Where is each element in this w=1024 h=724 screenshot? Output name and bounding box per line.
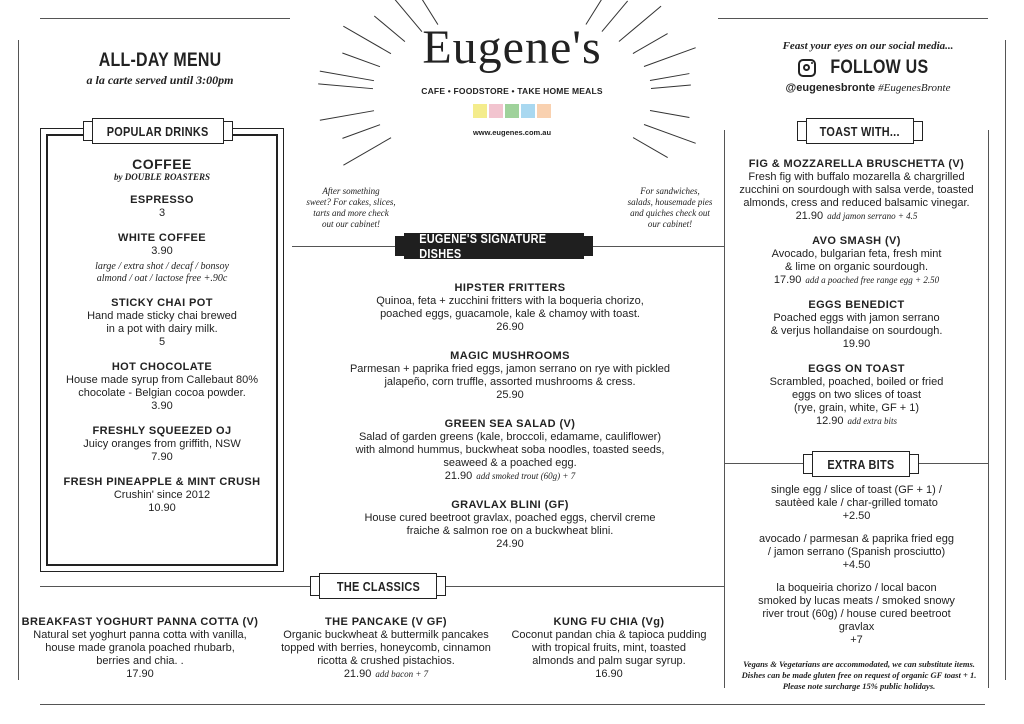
- drink-item: [48, 425, 276, 464]
- toast-banner: TOAST WITH...: [806, 118, 914, 144]
- sunburst-ray: [633, 33, 668, 54]
- drink-desc: Crushin' since 2012: [113, 489, 211, 501]
- footer-line: Vegans & Vegetarians are accommodated, we can substitute items.: [743, 659, 975, 669]
- signature-dish-price-line: [300, 470, 720, 483]
- toast-dish-price-line: [728, 274, 985, 287]
- social-handle[interactable]: @eugenesbronte: [785, 82, 876, 94]
- classic-dish-name: THE PANCAKE (V GF): [325, 616, 447, 628]
- sunburst-ray: [320, 71, 374, 82]
- drink-price: 3: [158, 207, 166, 219]
- sunburst-ray: [633, 137, 668, 158]
- color-swatches: [392, 104, 632, 120]
- extras-list: [728, 484, 985, 657]
- note-line: For sandwiches,: [640, 186, 700, 196]
- toast-dish-desc: Poached eggs with jamon serrano & verjus hollandaise on sourdough.: [770, 312, 943, 337]
- classic-dish-extra: add bacon + 7: [375, 669, 429, 679]
- drinks-list: [48, 156, 276, 527]
- toast-dish-item: [728, 363, 985, 428]
- signature-list: [300, 282, 720, 567]
- classic-dish-price-line: [266, 668, 506, 681]
- extra-bit-price: +4.50: [842, 559, 871, 571]
- footer-line: Please note surcharge 15% public holidays.: [782, 681, 936, 691]
- sandwiches-note: [615, 186, 725, 230]
- all-day-subtitle: a la carte served until 3:00pm: [86, 73, 234, 87]
- toast-list: [728, 158, 985, 440]
- sunburst-ray: [651, 84, 691, 89]
- drink-item: [48, 476, 276, 515]
- classic-dish-item: [266, 616, 506, 681]
- toast-dish-price-line: [728, 338, 985, 351]
- frame-bottom: [40, 704, 985, 705]
- note-line: out our cabinet!: [322, 219, 380, 229]
- drink-price: 5: [158, 336, 166, 348]
- note-line: sweet? For cakes, slices,: [306, 197, 396, 207]
- logo: [392, 20, 632, 137]
- signature-dish-extra: add smoked trout (60g) + 7: [476, 471, 576, 481]
- option-line-1: large / extra shot / decaf / bonsoy: [95, 261, 229, 272]
- sunburst-ray: [343, 26, 391, 55]
- toast-dish-desc: Fresh fig with buffalo mozarella & chargrilled zucchini on sourdough with salsa verde, toasted almonds, cress and reduced balsamic vinegar.: [739, 171, 974, 209]
- sunburst-ray: [643, 124, 695, 144]
- note-line: and quiches check out: [630, 208, 710, 218]
- footer-notes: [728, 659, 990, 692]
- toast-dish-price: 19.90: [842, 338, 871, 350]
- classics-banner: THE CLASSICS: [319, 573, 437, 599]
- signature-dish-price: 24.90: [496, 538, 524, 550]
- classic-dish-price-line: [20, 668, 260, 681]
- sunburst-ray: [343, 53, 381, 68]
- classic-dish-desc: Coconut pandan chia & tapioca pudding with tropical fruits, mint, toasted almonds and palm sugar syrup.: [511, 629, 707, 667]
- color-swatch: [473, 104, 487, 118]
- signature-dish-desc: House cured beetroot gravlax, poached eggs, chervil creme fraiche & salmon roe on a buckwheat blini.: [364, 512, 656, 537]
- toast-dish-price: 12.90: [815, 415, 844, 427]
- toast-dish-item: [728, 235, 985, 287]
- toast-dish-extra: add extra bits: [847, 416, 898, 426]
- signature-dish-item: [300, 350, 720, 402]
- note-line: After something: [322, 186, 380, 196]
- signature-dish-name: MAGIC MUSHROOMS: [450, 350, 570, 362]
- note-line: tarts and more check: [313, 208, 389, 218]
- toast-dish-name: FIG & MOZZARELLA BRUSCHETTA (V): [748, 158, 965, 170]
- drink-price: 3.90: [151, 245, 173, 257]
- signature-dish-price-line: [300, 389, 720, 402]
- signature-dish-item: [300, 282, 720, 334]
- toast-dish-extra: add jamon serrano + 4.5: [827, 211, 918, 221]
- classic-dish-desc: Natural set yoghurt panna cotta with vanilla, house made granola poached rhubarb, berries and chia. .: [33, 629, 247, 667]
- color-swatch: [505, 104, 519, 118]
- social-block: [768, 40, 968, 94]
- option-line-2: almond / oat / lactose free +.90c: [96, 273, 228, 284]
- frame-top-left: [40, 18, 290, 19]
- frame-right: [1005, 40, 1006, 680]
- color-swatch: [521, 104, 535, 118]
- drink-item: [48, 361, 276, 413]
- classic-dish-price: 17.90: [126, 668, 154, 680]
- social-intro: Feast your eyes on our social media...: [782, 40, 954, 52]
- drink-name: FRESH PINEAPPLE & MINT CRUSH: [63, 476, 261, 488]
- drink-name: FRESHLY SQUEEZED OJ: [92, 425, 232, 437]
- classic-dish-name: KUNG FU CHIA (Vg): [553, 616, 665, 628]
- sunburst-ray: [650, 110, 690, 118]
- sunburst-ray: [643, 47, 695, 67]
- sunburst-ray: [343, 124, 381, 139]
- signature-dish-price: 21.90: [444, 470, 473, 482]
- classic-dish-name: BREAKFAST YOGHURT PANNA COTTA (V): [21, 616, 259, 628]
- extra-bit-desc: single egg / slice of toast (GF + 1) / sautèed kale / char-grilled tomato: [771, 484, 942, 509]
- drink-item: [48, 232, 276, 285]
- signature-dish-name: GREEN SEA SALAD (V): [444, 418, 576, 430]
- extra-bit-price-line: [728, 559, 985, 572]
- drink-desc: Hand made sticky chai brewed in a pot with dairy milk.: [87, 310, 237, 335]
- drink-desc: Juicy oranges from griffith, NSW: [83, 438, 241, 450]
- classic-dish-item: [20, 616, 260, 681]
- note-line: salads, housemade pies: [627, 197, 713, 207]
- drink-item: [48, 297, 276, 349]
- social-handles: [768, 82, 968, 94]
- toast-dish-desc: Scrambled, poached, boiled or fried eggs on two slices of toast (rye, grain, white, GF + 1): [769, 376, 944, 414]
- sunburst-ray: [650, 73, 690, 81]
- frame-top-right: [718, 18, 988, 19]
- toast-dish-item: [728, 158, 985, 223]
- social-hashtag[interactable]: #EugenesBronte: [878, 82, 951, 94]
- follow-us[interactable]: FOLLOW US: [768, 57, 968, 79]
- toast-dish-extra: add a poached free range egg + 2.50: [805, 275, 940, 285]
- frame-left: [18, 40, 19, 680]
- signature-dish-item: [300, 418, 720, 483]
- drink-price: 3.90: [151, 400, 173, 412]
- extra-bit-desc: la boqueiria chorizo / local bacon smoked by lucas meats / smoked snowy river trout (60g) / house cured beetroot gravlax: [758, 582, 955, 633]
- toast-dish-price: 21.90: [795, 210, 824, 222]
- drink-name: WHITE COFFEE: [118, 232, 206, 244]
- website[interactable]: www.eugenes.com.au: [472, 128, 552, 137]
- signature-dish-desc: Quinoa, feta + zucchini fritters with la boqueria chorizo, poached eggs, guacamole, kale & chamoy with toast.: [376, 295, 644, 320]
- extra-bit-item: [728, 484, 985, 523]
- instagram-icon[interactable]: [798, 59, 816, 77]
- extra-bit-price-line: [728, 510, 985, 523]
- extra-bit-price: +7: [850, 634, 863, 646]
- toast-dish-item: [728, 299, 985, 351]
- toast-dish-price: 17.90: [773, 274, 802, 286]
- drink-name: STICKY CHAI POT: [111, 297, 213, 309]
- sunburst-ray: [318, 83, 373, 89]
- classic-dish-desc: Organic buckwheat & buttermilk pancakes topped with berries, honeycomb, cinnamon ricotta & crushed pistachios.: [281, 629, 491, 667]
- drink-options: [48, 261, 276, 285]
- toast-dish-name: EGGS ON TOAST: [808, 363, 905, 375]
- all-day-header: [60, 50, 260, 88]
- extra-bit-price: +2.50: [842, 510, 871, 522]
- color-swatch: [537, 104, 551, 118]
- drink-name: HOT CHOCOLATE: [111, 361, 213, 373]
- extra-bit-desc: avocado / parmesan & paprika fried egg / jamon serrano (Spanish prosciutto): [758, 533, 955, 558]
- note-line: our cabinet!: [647, 219, 693, 229]
- drink-name: ESPRESSO: [130, 194, 194, 206]
- classic-dish-price: 16.90: [595, 668, 623, 680]
- extra-bit-price-line: [728, 634, 985, 647]
- signature-dish-desc: Parmesan + paprika fried eggs, jamon serrano on rye with pickled jalapeño, corn truffle, assorted mushrooms & cress.: [349, 363, 671, 388]
- signature-banner: EUGENE'S SIGNATURE DISHES: [404, 233, 584, 259]
- all-day-title: ALL-DAY MENU: [98, 50, 222, 71]
- coffee-roaster: by DOUBLE ROASTERS: [113, 172, 211, 182]
- extras-banner: EXTRA BITS: [812, 451, 910, 477]
- drink-price: 7.90: [151, 451, 173, 463]
- brand-tagline: CAFE • FOODSTORE • TAKE HOME MEALS: [421, 86, 603, 96]
- signature-dish-name: HIPSTER FRITTERS: [454, 282, 566, 294]
- cakes-note: [296, 186, 406, 230]
- toast-dish-price-line: [728, 415, 985, 428]
- toast-dish-desc: Avocado, bulgarian feta, fresh mint & lime on organic sourdough.: [771, 248, 942, 273]
- signature-dish-price-line: [300, 538, 720, 551]
- footer-line: Dishes can be made gluten free on request of organic GF toast + 1.: [741, 670, 977, 680]
- drink-item: [48, 194, 276, 220]
- toast-dish-price-line: [728, 210, 985, 223]
- brand-name: Eugene's: [422, 21, 602, 74]
- classic-dish-price-line: [494, 668, 724, 681]
- signature-dish-name: GRAVLAX BLINI (GF): [451, 499, 569, 511]
- classic-dish-item: [494, 616, 724, 681]
- drink-desc: House made syrup from Callebaut 80% chocolate - Belgian cocoa powder.: [66, 374, 258, 399]
- signature-dish-desc: Salad of garden greens (kale, broccoli, edamame, cauliflower) with almond hummus, buckwheat soba noodles, toasted seeds, seaweed & a poached egg.: [355, 431, 665, 469]
- signature-dish-price: 26.90: [496, 321, 524, 333]
- extra-bit-item: [728, 533, 985, 572]
- toast-dish-name: EGGS BENEDICT: [808, 299, 905, 311]
- toast-dish-name: AVO SMASH (V): [812, 235, 901, 247]
- sunburst-ray: [320, 110, 374, 121]
- signature-dish-price-line: [300, 321, 720, 334]
- signature-dish-item: [300, 499, 720, 551]
- coffee-title: COFFEE: [132, 156, 192, 172]
- signature-dish-price: 25.90: [496, 389, 524, 401]
- color-swatch: [489, 104, 503, 118]
- classic-dish-price: 21.90: [343, 668, 372, 680]
- drinks-banner: POPULAR DRINKS: [92, 118, 224, 144]
- sunburst-ray: [343, 137, 391, 166]
- drink-price: 10.90: [148, 502, 176, 514]
- extra-bit-item: [728, 582, 985, 647]
